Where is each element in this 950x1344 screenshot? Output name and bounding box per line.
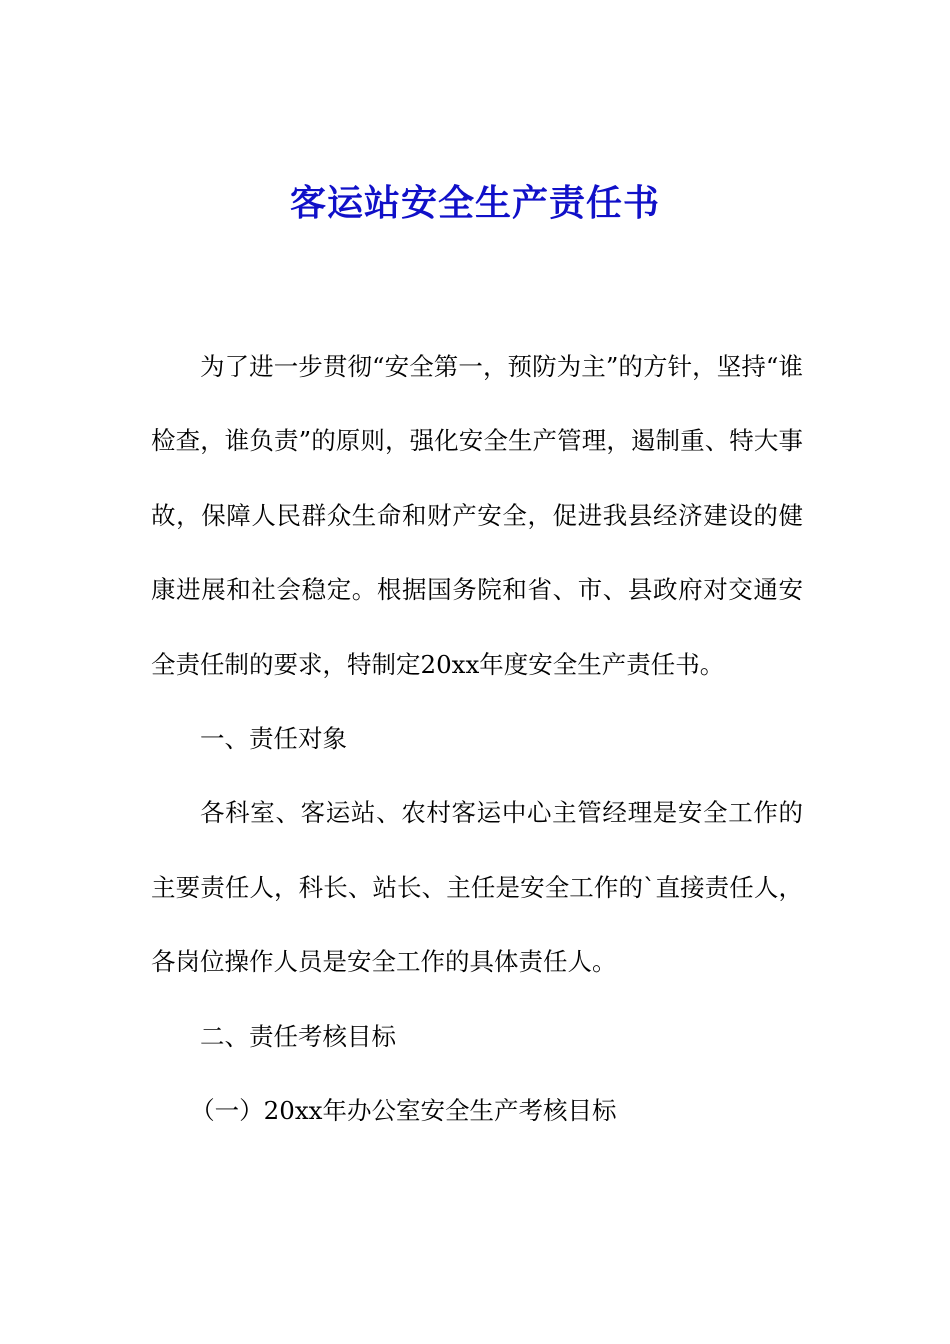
responsibility-paragraph: 各科室、客运站、农村客运中心主管经理是安全工作的主要责任人，科长、站长、主任是安全工作的`直接责任人，各岗位操作人员是安全工作的具体责任人。 — [151, 798, 803, 977]
subsection-heading-1: （一）20xx年办公室安全生产考核目标 — [190, 1096, 617, 1126]
document-body — [151, 330, 803, 1148]
section-heading-2: 二、责任考核目标 — [200, 1021, 396, 1051]
intro-paragraph: 为了进一步贯彻“安全第一，预防为主”的方针，坚持“谁检查，谁负责”的原则，强化安全生产管理，遏制重、特大事故，保障人民群众生命和财产安全，促进我县经济建设的健康进展和社会稳定。根据国务院和省、市、县政府对交通安全责任制的要求，特制定20xx年度安全生产责任书。 — [151, 352, 803, 679]
section-heading-1: 一、责任对象 — [200, 724, 347, 754]
document-title: 客运站安全生产责任书 — [289, 182, 660, 224]
